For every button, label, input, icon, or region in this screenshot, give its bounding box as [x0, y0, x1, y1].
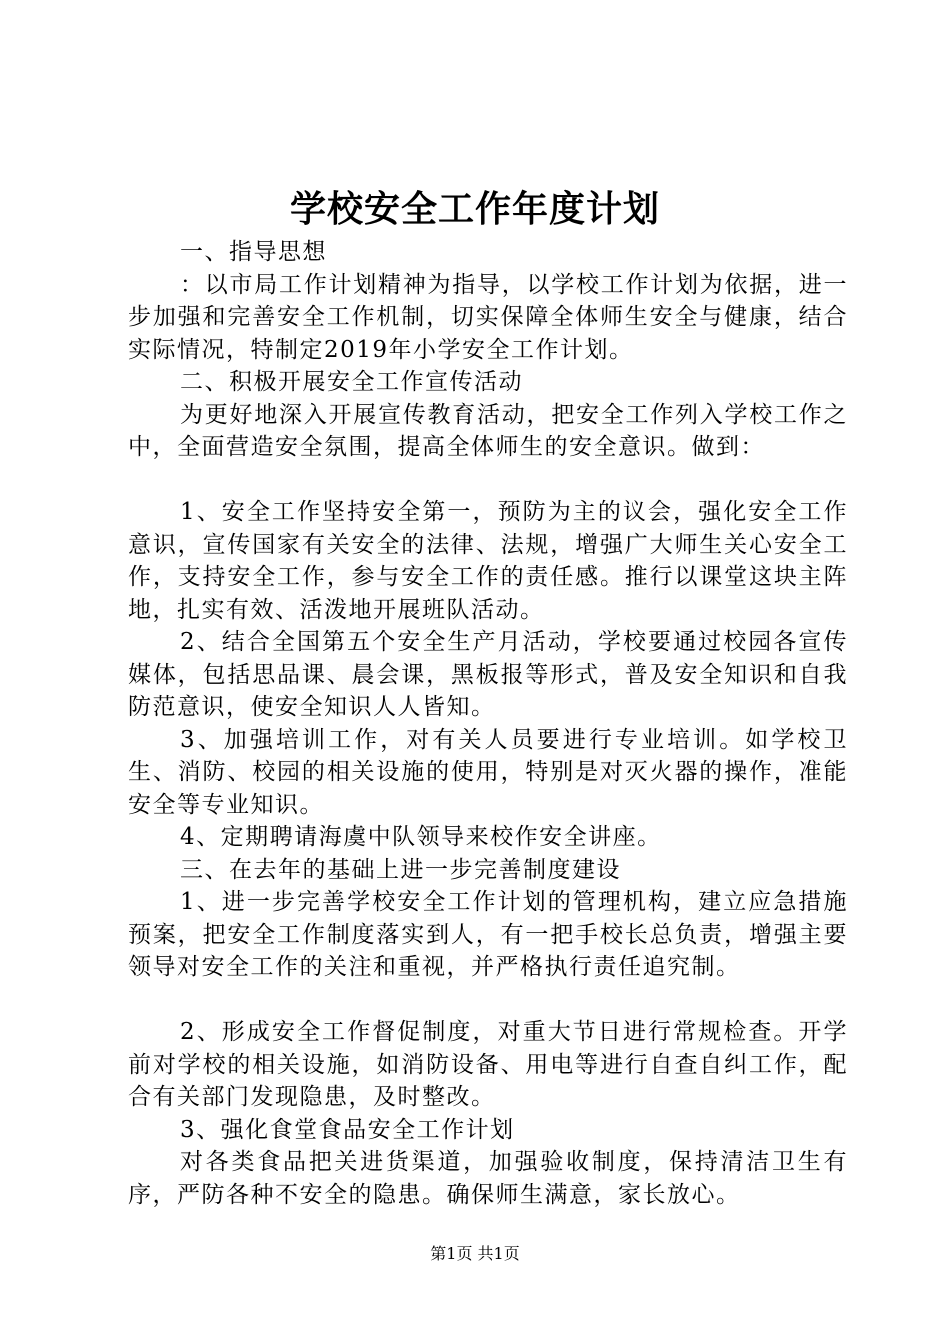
list-item-publicity-3: 3、加强培训工作，对有关人员要进行专业培训。如学校卫生、消防、校园的相关设施的使用，特别是对灭火器的操作，准能安全等专业知识。: [128, 726, 848, 818]
section-heading-2: 二、积极开展安全工作宣传活动: [180, 369, 523, 395]
paragraph-publicity-intro: 为更好地深入开展宣传教育活动，把安全工作列入学校工作之中，全面营造安全氛围，提高全体师生的安全意识。做到：: [128, 401, 848, 460]
section-heading-1: 一、指导思想: [180, 239, 327, 265]
list-item-publicity-2: 2、结合全国第五个安全生产月活动，学校要通过校园各宣传媒体，包括思品课、晨会课，黑板报等形式，普及安全知识和自我防范意识，使安全知识人人皆知。: [128, 629, 848, 720]
list-item-system-3: 3、强化食堂食品安全工作计划: [180, 1116, 515, 1143]
document-body: [128, 236, 848, 1211]
list-item-system-1: 1、进一步完善学校安全工作计划的管理机构，建立应急措施预案，把安全工作制度落实到人，有一把手校长总负责，增强主要领导对安全工作的关注和重视，并严格执行责任追究制。: [128, 889, 848, 980]
section-heading-3: 三、在去年的基础上进一步完善制度建设: [180, 856, 621, 883]
list-item-system-2: 2、形成安全工作督促制度，对重大节日进行常规检查。开学前对学校的相关设施，如消防设备、用电等进行自查自纠工作，配合有关部门发现隐患，及时整改。: [128, 1019, 848, 1110]
document-title: 学校安全工作年度计划: [289, 188, 660, 230]
paragraph-canteen: 对各类食品把关进货渠道，加强验收制度，保持清洁卫生有序，严防各种不安全的隐患。确保师生满意，家长放心。: [128, 1149, 848, 1208]
paragraph-guiding-thought: ：以市局工作计划精神为指导，以学校工作计划为依据，进一步加强和完善安全工作机制，切实保障全体师生安全与健康，结合实际情况，特制定2019年小学安全工作计划。: [128, 271, 848, 363]
list-item-publicity-1: 1、安全工作坚持安全第一，预防为主的议会，强化安全工作意识，宣传国家有关安全的法律、法规，增强广大师生关心安全工作，支持安全工作，参与安全工作的责任感。推行以课堂这块主阵地，扎实有效、活泼地开展班队活动。: [128, 499, 848, 623]
page-footer: 第1页 共1页: [430, 1244, 520, 1263]
list-item-publicity-4: 4、定期聘请海虞中队领导来校作安全讲座。: [180, 824, 662, 850]
